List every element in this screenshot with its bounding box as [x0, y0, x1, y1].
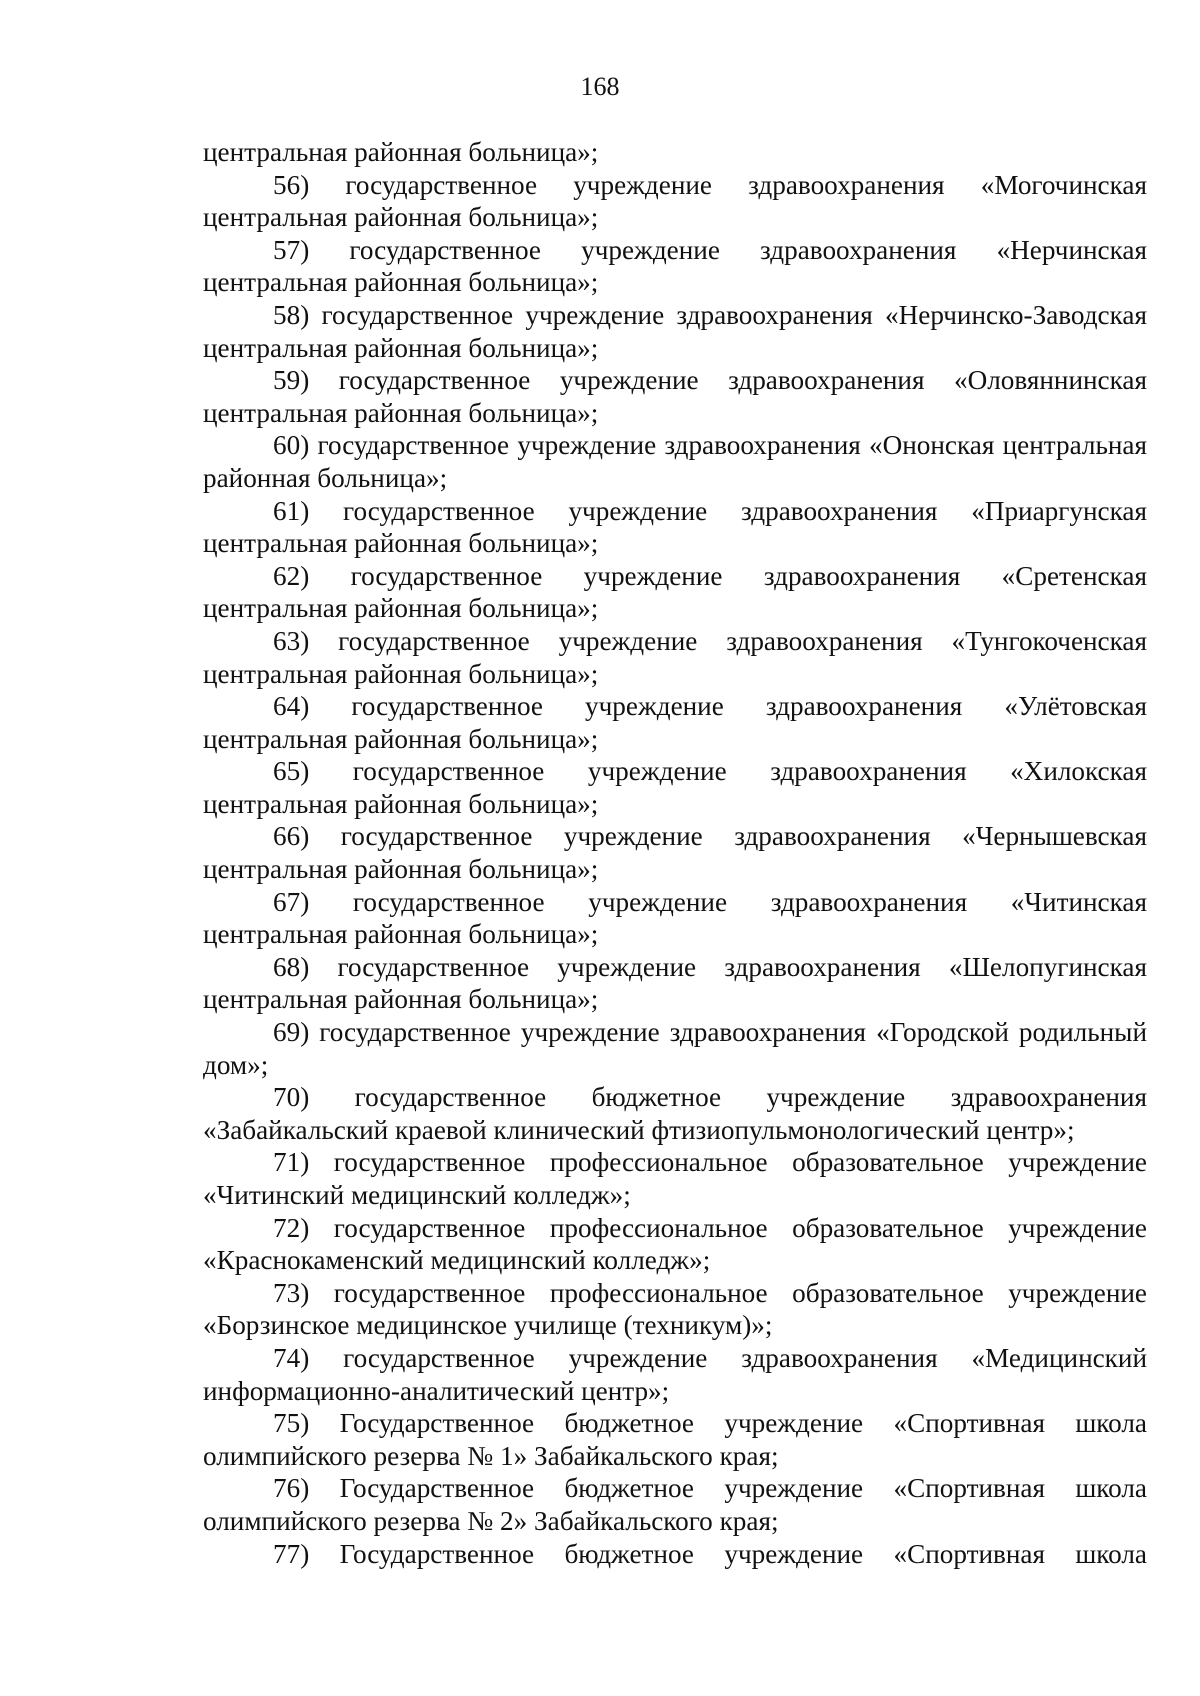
list-item-75: 75) Государственное бюджетное учреждение «Спортивная школа олимпийского резерва № 1» Забайкальского края; [203, 1408, 1147, 1471]
list-item-71: 71) государственное профессиональное образовательное учреждение «Читинский медицинский колледж»; [203, 1147, 1147, 1210]
list-item-64: 64) государственное учреждение здравоохранения «Улётовская центральная районная больница»; [203, 691, 1147, 754]
list-item-76: 76) Государственное бюджетное учреждение «Спортивная школа олимпийского резерва № 2» Забайкальского края; [203, 1473, 1147, 1536]
list-item-61: 61) государственное учреждение здравоохранения «Приаргунская центральная районная больница»; [203, 495, 1147, 559]
list-item-57: 57) государственное учреждение здравоохранения «Нерчинская центральная районная больница»; [203, 234, 1147, 298]
list-item-73: 73) государственное профессиональное образовательное учреждение «Борзинское медицинское училище (техникум)»; [203, 1277, 1147, 1341]
list-item-69: 69) государственное учреждение здравоохранения «Городской родильный дом»; [203, 1017, 1147, 1080]
list-item-72: 72) государственное профессиональное образовательное учреждение «Краснокаменский медицинский колледж»; [203, 1212, 1147, 1276]
list-item-65: 65) государственное учреждение здравоохранения «Хилокская центральная районная больница»; [203, 756, 1147, 819]
list-item-63: 63) государственное учреждение здравоохранения «Тунгокоченская центральная районная больница»; [203, 625, 1147, 689]
body-text [203, 136, 1147, 1570]
list-item-56: 56) государственное учреждение здравоохранения «Могочинская центральная районная больница»; [203, 169, 1147, 233]
list-item-77: 77) Государственное бюджетное учреждение «Спортивная школа [273, 1538, 1147, 1569]
list-item-68: 68) государственное учреждение здравоохранения «Шелопугинская центральная районная больница»; [203, 951, 1147, 1015]
list-item-67: 67) государственное учреждение здравоохранения «Читинская центральная районная больница»; [203, 886, 1147, 950]
list-item-74: 74) государственное учреждение здравоохранения «Медицинский информационно-аналитический центр»; [203, 1342, 1147, 1406]
list-item-58: 58) государственное учреждение здравоохранения «Нерчинско-Заводская центральная районная больница»; [203, 299, 1147, 363]
list-item-66: 66) государственное учреждение здравоохранения «Чернышевская центральная районная больница»; [203, 821, 1147, 885]
list-item-70: 70) государственное бюджетное учреждение здравоохранения «Забайкальский краевой клинический фтизиопульмонологический центр»; [203, 1082, 1147, 1145]
page-number: 168 [580, 72, 620, 101]
list-item-59: 59) государственное учреждение здравоохранения «Оловяннинская центральная районная больница»; [203, 365, 1147, 428]
list-item-60: 60) государственное учреждение здравоохранения «Ононская центральная районная больница»; [203, 430, 1147, 493]
list-item-62: 62) государственное учреждение здравоохранения «Сретенская центральная районная больница»; [203, 560, 1147, 624]
paragraph-continuation: центральная районная больница»; [203, 137, 599, 167]
